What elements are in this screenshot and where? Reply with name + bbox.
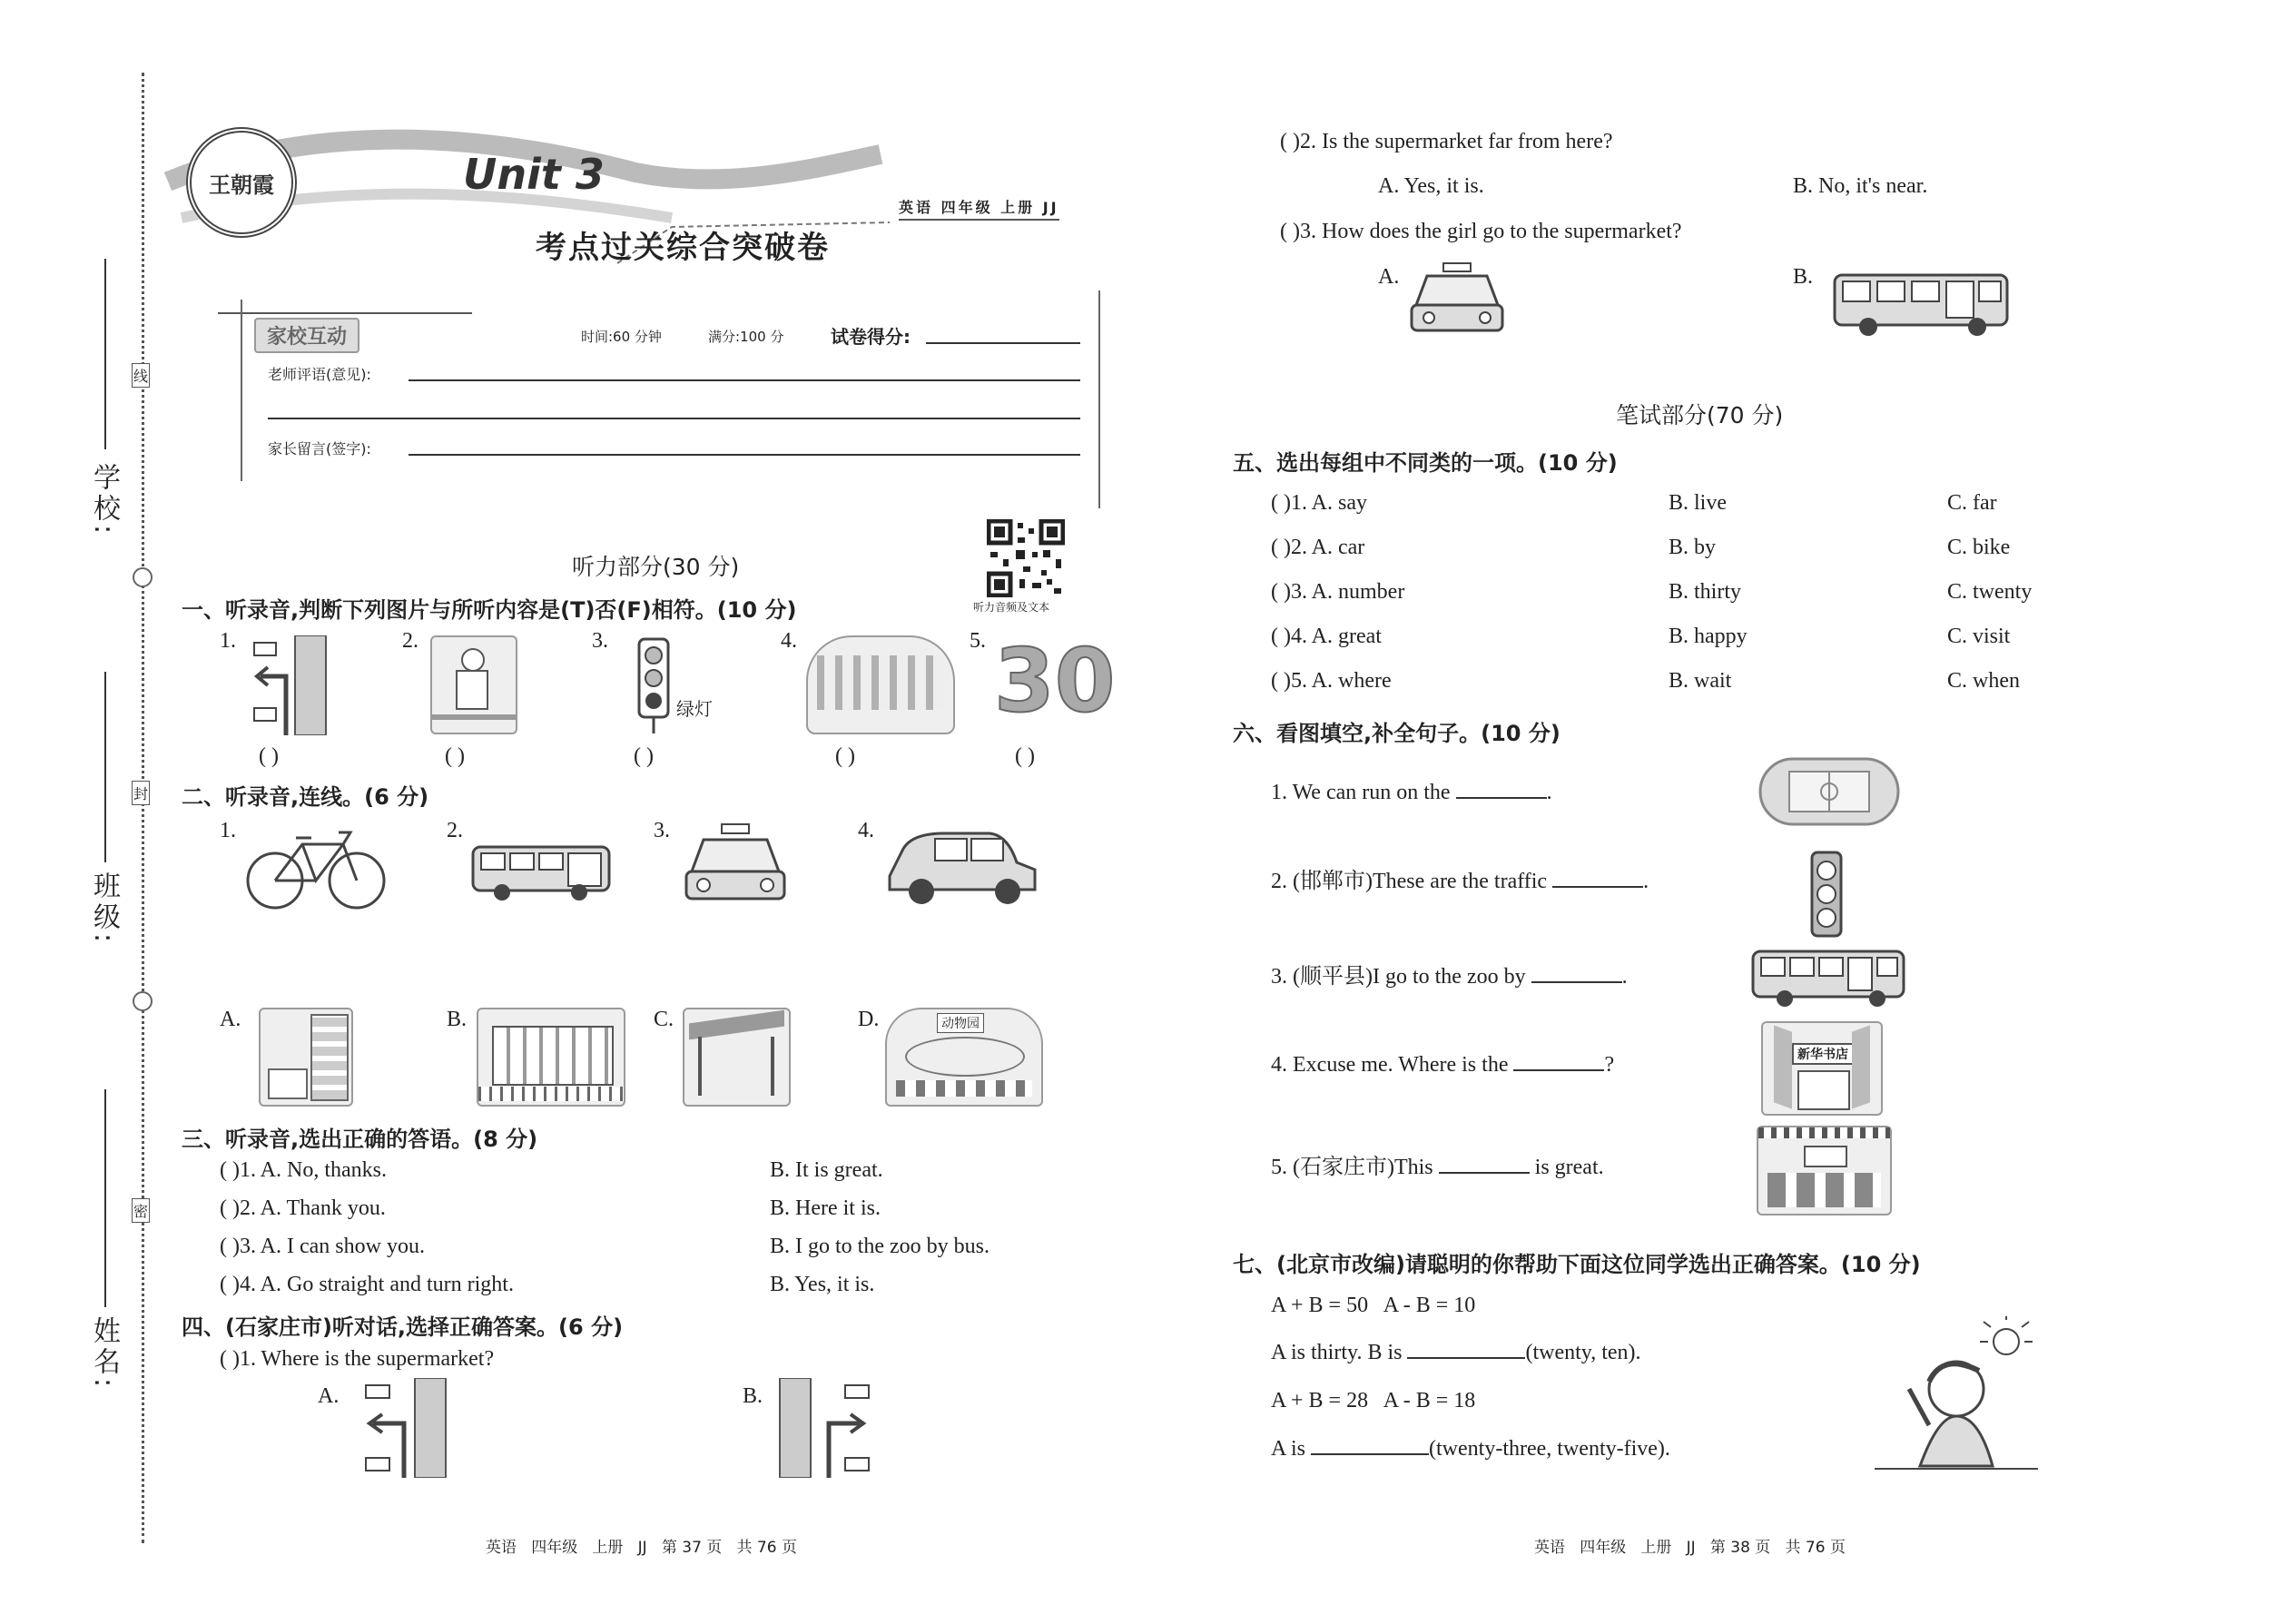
q4-item-1[interactable]: ( )1. Where is the supermarket? <box>220 1347 495 1371</box>
q6-s4-end: ? <box>1604 1053 1615 1077</box>
binding-hole-icon <box>133 567 153 587</box>
q6-title: 六、看图填空,补全句子。(10 分) <box>1233 721 1561 746</box>
q3-option-b: B. Here it is. <box>770 1196 881 1220</box>
q3-item[interactable]: ( )2. A. Thank you. <box>220 1196 386 1220</box>
classroom-picture <box>1757 1126 1892 1216</box>
q2-num: 2. <box>447 819 463 842</box>
q5-row[interactable]: ( )1. A. say <box>1271 491 1367 515</box>
q5-row[interactable]: ( )2. A. car <box>1271 536 1365 559</box>
q6-s1-end: . <box>1546 781 1552 804</box>
q6-s5-end: is great. <box>1534 1156 1604 1179</box>
q5-option-b: B. by <box>1669 536 1717 559</box>
q2-num: 3. <box>654 819 670 842</box>
binding-hole-icon <box>133 991 153 1011</box>
right-page-footer: 英语 四年级 上册 JJ 第 38 页 共 76 页 <box>1534 1539 1846 1557</box>
q7-q2-choices: (twenty-three, twenty-five). <box>1429 1437 1670 1461</box>
q6-sentence-2 <box>1271 862 1649 894</box>
q2-letter: C. <box>654 1008 674 1031</box>
q5-row[interactable]: ( )5. A. where <box>1271 669 1392 693</box>
full-marks: 满分:100 分 <box>708 329 784 345</box>
bus-icon <box>1832 272 2013 340</box>
q6-s2-blank[interactable] <box>1552 886 1643 888</box>
q7-q1-blank[interactable] <box>1407 1357 1525 1359</box>
q3-option-b: B. Yes, it is. <box>770 1273 875 1296</box>
q5-option-c: C. when <box>1947 669 2020 693</box>
q3-item[interactable]: ( )3. A. I can show you. <box>220 1235 425 1258</box>
thinking-boy-icon <box>1875 1316 2038 1475</box>
answer-paren[interactable]: ( ) <box>445 744 465 768</box>
cut-mark-line: 线 <box>132 363 150 388</box>
q7-equation-2: A + B = 28 A - B = 18 <box>1271 1389 1476 1412</box>
q5-title: 五、选出每组中不同类的一项。(10 分) <box>1233 450 1618 476</box>
q5-option-b: B. wait <box>1669 669 1732 693</box>
q7-equation-1: A + B = 50 A - B = 10 <box>1271 1294 1476 1317</box>
listening-title: 听力部分(30 分) <box>572 554 740 580</box>
q2-letter: D. <box>858 1008 880 1031</box>
q5-option-c: C. far <box>1947 491 1997 515</box>
q4-title: 四、(石家庄市)听对话,选择正确答案。(6 分) <box>182 1314 624 1340</box>
teacher-comment-field[interactable] <box>409 379 1080 381</box>
answer-paren[interactable]: ( ) <box>634 744 654 768</box>
q6-sentence-1 <box>1271 781 1552 805</box>
q5-option-c: C. bike <box>1947 536 2011 559</box>
teacher-comment-label: 老师评语(意见): <box>268 366 371 383</box>
q4-item-2-option-a: A. Yes, it is. <box>1378 174 1484 198</box>
q6-s5-text: 5. (石家庄市)This <box>1271 1156 1433 1179</box>
q5-row[interactable]: ( )4. A. great <box>1271 625 1382 648</box>
answer-paren[interactable]: ( ) <box>835 744 855 768</box>
q1-num: 1. <box>220 629 236 653</box>
q5-option-b: B. thirty <box>1669 580 1742 604</box>
q6-sentence-3 <box>1271 958 1628 989</box>
unit-title: Unit 3 <box>463 150 605 199</box>
taxi-icon <box>681 822 790 912</box>
q6-s3-blank[interactable] <box>1531 981 1622 983</box>
q7-question-2 <box>1271 1437 1670 1462</box>
q6-s4-blank[interactable] <box>1513 1069 1604 1071</box>
grade-tag: 英语 四年级 上册 JJ <box>899 196 1059 221</box>
q7-q1-choices: (twenty, ten). <box>1525 1341 1641 1364</box>
q1-title: 一、听录音,判断下列图片与所听内容是(T)否(F)相符。(10 分) <box>182 597 797 623</box>
q4-item-2[interactable]: ( )2. Is the supermarket far from here? <box>1280 130 1613 153</box>
traffic-light-icon <box>1808 849 1845 940</box>
q6-s3-end: . <box>1621 965 1628 989</box>
q3-option-b: B. I go to the zoo by bus. <box>770 1235 989 1258</box>
cut-mark-seal: 封 <box>132 781 150 805</box>
qr-code-icon[interactable] <box>987 519 1065 597</box>
box-rule <box>218 312 472 314</box>
name-field[interactable] <box>104 1089 106 1307</box>
q4-item-2-option-b: B. No, it's near. <box>1793 174 1928 198</box>
score-field[interactable] <box>926 342 1080 344</box>
traffic-light-icon <box>635 635 672 735</box>
q2-num: 4. <box>858 819 874 842</box>
running-track-icon <box>1757 755 1902 828</box>
q2-num: 1. <box>220 819 236 842</box>
box-bracket <box>1098 290 1118 508</box>
turn-left-direction-icon <box>250 635 331 735</box>
q6-s4-text: 4. Excuse me. Where is the <box>1271 1053 1509 1077</box>
q5-row[interactable]: ( )3. A. number <box>1271 580 1405 604</box>
q5-option-b: B. happy <box>1669 625 1748 648</box>
q6-s3-text: 3. (顺平县)I go to the zoo by <box>1271 965 1526 989</box>
box-bracket <box>241 300 244 481</box>
shop-scene-picture <box>259 1008 353 1107</box>
q1-num: 3. <box>592 629 608 653</box>
q4-option-a: A. <box>318 1384 340 1408</box>
bicycle-icon <box>243 822 389 912</box>
school-building-picture <box>477 1008 625 1107</box>
q4-option-b: B. <box>743 1384 763 1408</box>
parent-comment-field[interactable] <box>409 454 1080 456</box>
answer-paren[interactable]: ( ) <box>259 744 279 768</box>
q2-letter: A. <box>220 1008 241 1031</box>
person-sitting-on-bus-picture <box>430 635 517 734</box>
car-icon <box>881 826 1039 908</box>
q6-sentence-5 <box>1271 1148 1604 1180</box>
answer-paren[interactable]: ( ) <box>1015 744 1035 768</box>
q5-option-c: C. visit <box>1947 625 2011 648</box>
school-field[interactable] <box>104 259 106 449</box>
q3-item[interactable]: ( )1. A. No, thanks. <box>220 1158 387 1182</box>
class-label: 班级: <box>88 871 120 947</box>
qr-caption: 听力音频及文本 <box>973 601 1050 614</box>
taxi-icon <box>1407 261 1507 343</box>
q1-num: 4. <box>781 629 797 653</box>
cut-mark-secret: 密 <box>132 1198 150 1223</box>
turn-left-map-icon <box>359 1378 458 1478</box>
q7-question-1 <box>1271 1341 1641 1365</box>
q3-item[interactable]: ( )4. A. Go straight and turn right. <box>220 1273 514 1296</box>
parent-comment-label: 家长留言(签字): <box>268 440 371 458</box>
school-label: 学校: <box>88 463 120 538</box>
q6-s1-blank[interactable] <box>1456 797 1547 799</box>
q7-q2-blank[interactable] <box>1311 1453 1429 1455</box>
class-field[interactable] <box>104 672 106 862</box>
score-label: 试卷得分: <box>831 326 911 348</box>
green-light-label: 绿灯 <box>676 698 713 720</box>
bus-stop-picture <box>683 1008 791 1107</box>
q7-q2-text: A is <box>1271 1437 1306 1461</box>
crowd-of-people-picture <box>806 635 955 734</box>
bookstore-picture: 新华书店 <box>1761 1021 1883 1116</box>
q6-s2-text: 2. (邯郸市)These are the traffic <box>1271 870 1548 893</box>
turn-right-map-icon <box>776 1378 876 1478</box>
q5-option-b: B. live <box>1669 491 1727 515</box>
q6-s1-text: 1. We can run on the <box>1271 781 1451 804</box>
home-school-label: 家校互动 <box>254 318 359 353</box>
written-title: 笔试部分(70 分) <box>1616 402 1784 428</box>
q5-option-c: C. twenty <box>1947 580 2033 604</box>
q1-num: 5. <box>970 629 986 653</box>
binding-dotted-line <box>142 73 144 1543</box>
q2-title: 二、听录音,连线。(6 分) <box>182 784 429 810</box>
q7-q1-text: A is thirty. B is <box>1271 1341 1403 1364</box>
number-thirty-picture: 30 <box>994 630 1116 732</box>
q4-item-3-option-a: A. <box>1378 265 1400 289</box>
q2-letter: B. <box>447 1008 468 1031</box>
q6-sentence-4 <box>1271 1053 1614 1078</box>
brand-logo: 王朝霞 <box>186 127 297 238</box>
left-page-footer: 英语 四年级 上册 JJ 第 37 页 共 76 页 <box>486 1539 797 1557</box>
q3-option-b: B. It is great. <box>770 1158 883 1182</box>
q6-s5-blank[interactable] <box>1439 1172 1530 1174</box>
zoo-gate-picture: 动物园 <box>885 1008 1043 1107</box>
bus-icon <box>1750 949 1909 1012</box>
q4-item-3-option-b: B. <box>1793 265 1814 289</box>
paper-subtitle: 考点过关综合突破卷 <box>536 230 830 266</box>
q3-title: 三、听录音,选出正确的答语。(8 分) <box>182 1127 538 1152</box>
comment-extra-line[interactable] <box>268 418 1080 419</box>
time-limit: 时间:60 分钟 <box>581 329 662 345</box>
q7-title: 七、(北京市改编)请聪明的你帮助下面这位同学选出正确答案。(10 分) <box>1233 1252 1921 1277</box>
name-label: 姓名: <box>88 1316 120 1392</box>
q6-s2-end: . <box>1643 870 1649 893</box>
q4-item-3[interactable]: ( )3. How does the girl go to the supermarket? <box>1280 220 1682 243</box>
q1-num: 2. <box>402 629 418 653</box>
bus-icon <box>470 844 615 903</box>
